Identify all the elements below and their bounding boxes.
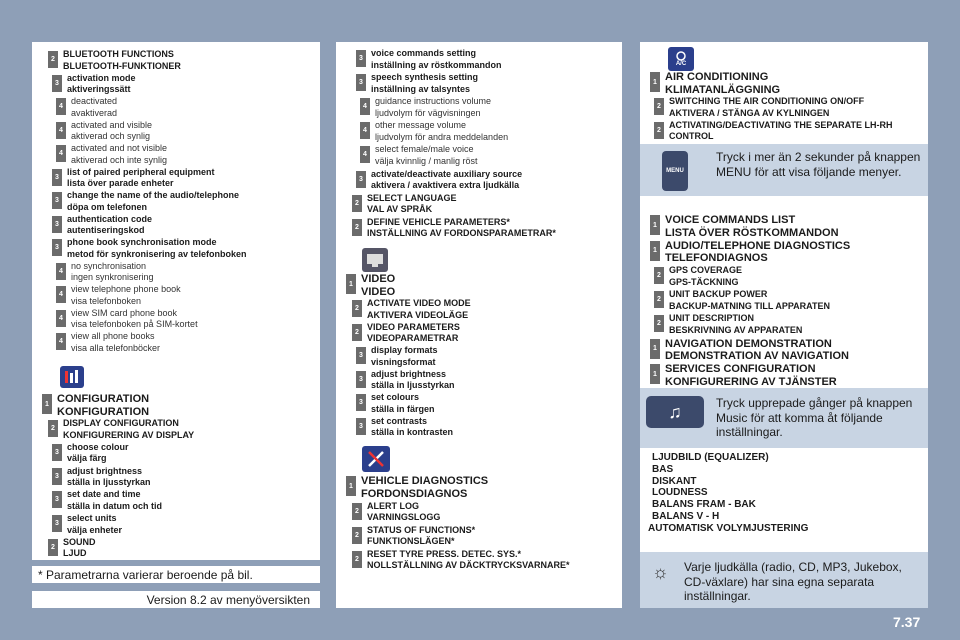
level-badge: 4	[56, 145, 66, 162]
menu-entry-text	[71, 331, 160, 354]
menu-entry	[356, 345, 438, 368]
menu-entry-line: view telephone phone book	[71, 284, 181, 294]
sound-setting-item: LOUDNESS	[652, 487, 708, 499]
menu-entry-line: AIR CONDITIONING	[665, 71, 769, 83]
menu-entry-text	[67, 442, 129, 465]
menu-entry-line: ingen synkronisering	[71, 272, 154, 282]
menu-entry-line: aktivera / avaktivera extra ljudkälla	[371, 180, 520, 190]
sound-setting-item: BAS	[652, 463, 674, 475]
menu-entry-line: GPS-TÄCKNING	[669, 276, 739, 287]
configuration-icon	[60, 366, 84, 388]
level-badge: 2	[654, 291, 664, 308]
menu-entry	[48, 537, 96, 560]
air-conditioning-icon: A/C	[668, 47, 694, 71]
level-badge: 4	[360, 122, 370, 139]
menu-column-2	[336, 42, 622, 608]
menu-entry-line: välja kvinnlig / manlig röst	[375, 155, 478, 166]
level-badge: 1	[650, 72, 660, 92]
menu-entry	[356, 48, 502, 71]
level-badge: 2	[654, 267, 664, 284]
menu-entry-line: activated and not visible	[71, 143, 168, 153]
menu-entry-line: change the name of the audio/telephone	[67, 190, 240, 200]
menu-entry-line: activated and visible	[71, 119, 153, 130]
menu-entry-line: inställning av talsyntes	[371, 83, 471, 94]
menu-entry-text	[665, 240, 850, 265]
menu-entry	[650, 363, 837, 388]
level-badge: 2	[352, 551, 362, 568]
menu-entry-line: display formats	[371, 345, 438, 355]
menu-entry-text	[71, 96, 117, 119]
menu-entry-line: GPS COVERAGE	[669, 265, 743, 276]
menu-entry-text	[367, 525, 475, 548]
music-note-text: Tryck upprepade gånger på knappen Music för att komma åt följande inställningar.	[716, 396, 913, 439]
menu-entry-text	[71, 261, 154, 284]
level-badge: 2	[48, 51, 58, 68]
menu-entry	[356, 72, 478, 95]
menu-entry-line: RESET TYRE PRESS. DETEC. SYS.*	[367, 548, 522, 559]
menu-entry-line: activation mode	[67, 72, 136, 83]
menu-entry-line: AUDIO/TELEPHONE DIAGNOSTICS	[665, 239, 851, 252]
menu-entry-line: visa telefonboken på SIM-kortet	[71, 319, 198, 329]
footnote: * Parametrarna varierar beroende på bil.	[32, 566, 320, 583]
menu-entry-line: phone book synchronisation mode	[67, 237, 217, 247]
menu-entry-text	[67, 190, 239, 213]
menu-entry	[356, 416, 453, 439]
menu-entry-text	[63, 537, 96, 560]
menu-entry-line: LJUD	[63, 548, 87, 559]
menu-entry-line: ställa in ljusstyrkan	[67, 477, 151, 488]
menu-entry-line: SELECT LANGUAGE	[367, 192, 457, 203]
menu-entry	[52, 237, 247, 260]
menu-entry-text	[371, 72, 478, 95]
level-badge: 1	[650, 364, 660, 384]
menu-note-box	[640, 144, 928, 196]
menu-entry-text	[669, 289, 830, 312]
level-badge: 2	[654, 98, 664, 115]
menu-entry-line: STATUS OF FUNCTIONS*	[367, 524, 476, 535]
menu-entry-line: VIDEO PARAMETERS	[367, 321, 460, 332]
menu-entry-line: döpa om telefonen	[67, 201, 148, 212]
menu-entry-line: NOLLSTÄLLNING AV DÄCKTRYCKSVARNARE*	[367, 560, 570, 570]
menu-entry-line: ställa in färgen	[371, 403, 435, 414]
level-badge: 2	[352, 195, 362, 212]
menu-entry-line: VIDEOPARAMETRAR	[367, 333, 459, 343]
level-badge: 3	[356, 171, 366, 188]
menu-entry-text	[67, 214, 152, 237]
sound-setting-item: AUTOMATISK VOLYMJUSTERING	[648, 522, 809, 534]
page-number: 7.37	[893, 614, 921, 630]
menu-entry-line: DEFINE VEHICLE PARAMETERS*	[367, 216, 510, 227]
menu-entry-text	[67, 73, 136, 96]
menu-entry-line: BACKUP-MATNING TILL APPARATEN	[669, 300, 830, 311]
menu-column-1	[32, 42, 320, 560]
menu-entry-text	[67, 167, 215, 190]
menu-entry-line: DEMONSTRATION AV NAVIGATION	[665, 350, 849, 362]
menu-entry-line: aktiveringssätt	[67, 84, 131, 94]
level-badge: 2	[352, 324, 362, 341]
level-badge: 4	[56, 122, 66, 139]
menu-entry	[360, 144, 478, 167]
menu-entry-line: authentication code	[67, 213, 153, 224]
menu-entry-line: aktiverad och synlig	[71, 131, 151, 141]
menu-entry	[56, 96, 117, 119]
level-badge: 4	[56, 333, 66, 350]
level-badge: 1	[650, 215, 660, 235]
level-badge: 3	[356, 371, 366, 388]
level-badge: 3	[356, 50, 366, 67]
version-label: Version 8.2 av menyöversikten	[32, 591, 320, 608]
menu-entry-line: ACTIVATE VIDEO MODE	[367, 298, 471, 308]
menu-entry-line: view SIM card phone book	[71, 307, 178, 318]
menu-entry-text	[71, 143, 167, 166]
menu-entry	[56, 308, 198, 331]
menu-entry	[650, 338, 849, 363]
menu-entry	[352, 549, 570, 572]
level-badge: 3	[52, 239, 62, 256]
source-note-text: Varje ljudkälla (radio, CD, MP3, Jukebox, CD-växlare) har sina egna separata inställningar.	[684, 560, 902, 603]
level-badge: 3	[52, 444, 62, 461]
menu-entry-line: set date and time	[67, 489, 141, 500]
menu-entry-text	[63, 49, 181, 72]
menu-entry-line: VIDEO	[361, 285, 396, 298]
level-badge: 4	[360, 146, 370, 163]
level-badge: 3	[52, 468, 62, 485]
sound-setting-item: LJUDBILD (EQUALIZER)	[652, 452, 769, 463]
menu-entry-line: inställning av röstkommandon	[371, 59, 502, 70]
menu-entry-line: AKTIVERA / STÄNGA AV KYLNINGEN	[669, 107, 830, 118]
level-badge: 4	[360, 98, 370, 115]
menu-entry-text	[67, 466, 151, 489]
menu-entry-line: UNIT BACKUP POWER	[669, 289, 768, 300]
menu-entry-line: KONFIGURERING AV TJÄNSTER	[665, 375, 837, 388]
menu-entry	[356, 169, 522, 192]
menu-entry-line: LISTA ÖVER RÖSTKOMMANDON	[665, 226, 839, 239]
menu-entry-line: DISPLAY CONFIGURATION	[63, 418, 179, 429]
menu-entry-line: ljudvolym för vägvisningen	[375, 107, 481, 118]
menu-entry-text	[371, 392, 435, 415]
menu-entry-line: ställa in ljusstyrkan	[371, 380, 455, 390]
menu-entry-text	[371, 169, 522, 192]
menu-entry	[650, 240, 850, 265]
menu-entry	[42, 393, 149, 418]
menu-entry-text	[367, 193, 457, 216]
menu-entry	[56, 143, 167, 166]
level-badge: 1	[650, 241, 660, 261]
menu-entry	[346, 273, 395, 298]
menu-entry-line: visningsformat	[371, 356, 436, 367]
menu-entry-text	[669, 96, 864, 119]
sound-setting-item: BALANS FRAM - BAK	[652, 499, 756, 511]
menu-entry-line: other message volume	[375, 120, 467, 131]
menu-entry-line: autentiseringskod	[67, 225, 145, 235]
level-badge: 3	[356, 347, 366, 364]
level-badge: 3	[356, 418, 366, 435]
menu-entry-line: metod för synkronisering av telefonboken	[67, 248, 247, 259]
menu-entry-line: BESKRIVNING AV APPARATEN	[669, 324, 803, 335]
menu-entry	[352, 298, 471, 321]
level-badge: 3	[52, 169, 62, 186]
menu-entry-text	[71, 308, 198, 331]
menu-entry	[352, 501, 440, 524]
menu-entry	[52, 442, 129, 465]
menu-entry-line: deactivated	[71, 96, 118, 106]
menu-entry	[352, 193, 457, 216]
menu-entry-line: set contrasts	[371, 415, 428, 426]
menu-entry	[654, 265, 742, 288]
menu-entry-line: BLUETOOTH-FUNKTIONER	[63, 60, 181, 71]
music-note-box	[640, 388, 928, 448]
menu-entry-line: select female/male voice	[375, 144, 474, 155]
menu-entry-line: välja färg	[67, 453, 107, 464]
menu-entry-line: BLUETOOTH FUNCTIONS	[63, 49, 174, 59]
menu-entry-text	[361, 475, 488, 500]
level-badge: 2	[654, 315, 664, 332]
menu-entry	[52, 190, 239, 213]
menu-entry-text	[57, 393, 149, 418]
menu-entry-line: NAVIGATION DEMONSTRATION	[665, 337, 832, 350]
menu-entry-text	[665, 338, 849, 363]
menu-entry-text	[67, 513, 122, 536]
menu-entry-line: adjust brightness	[371, 368, 447, 379]
level-badge: 2	[352, 300, 362, 317]
level-badge: 3	[52, 216, 62, 233]
menu-entry-line: activate/deactivate auxiliary source	[371, 168, 523, 179]
menu-entry-text	[669, 313, 802, 336]
menu-entry	[654, 96, 864, 119]
level-badge: 1	[346, 274, 356, 294]
level-badge: 2	[352, 219, 362, 236]
menu-entry-line: TELEFONDIAGNOS	[665, 252, 768, 265]
menu-entry-line: FUNKTIONSLÄGEN*	[367, 536, 455, 546]
menu-entry-text	[375, 96, 491, 119]
menu-entry-line: visa telefonboken	[71, 295, 142, 306]
menu-entry	[654, 289, 830, 312]
menu-entry-text	[67, 237, 247, 260]
level-badge: 4	[56, 263, 66, 280]
menu-entry-line: aktiverad och inte synlig	[71, 154, 168, 165]
level-badge: 4	[56, 310, 66, 327]
menu-entry-line: visa alla telefonböcker	[71, 342, 161, 353]
menu-entry-line: SERVICES CONFIGURATION	[665, 363, 816, 376]
menu-entry	[356, 369, 455, 392]
menu-entry-line: KONFIGURERING AV DISPLAY	[63, 429, 195, 440]
menu-entry	[650, 214, 839, 239]
level-badge: 2	[654, 122, 664, 139]
level-badge: 3	[356, 74, 366, 91]
menu-entry-line: lista över parade enheter	[67, 178, 174, 188]
menu-entry-line: välja enheter	[67, 524, 123, 535]
menu-entry-text	[367, 298, 471, 321]
level-badge: 3	[52, 75, 62, 92]
level-badge: 2	[48, 539, 58, 556]
menu-entry	[56, 120, 152, 143]
music-button-icon: ♫	[646, 396, 704, 428]
menu-entry-text	[371, 369, 455, 392]
menu-entry-line: VEHICLE DIAGNOSTICS	[361, 475, 489, 487]
menu-entry	[52, 167, 215, 190]
menu-entry-line: ställa in datum och tid	[67, 500, 163, 511]
level-badge: 3	[52, 192, 62, 209]
menu-entry-text	[375, 144, 478, 167]
menu-entry-text	[665, 214, 839, 239]
menu-entry	[48, 49, 181, 72]
menu-entry-text	[63, 418, 194, 441]
menu-entry-text	[367, 501, 440, 524]
menu-entry-line: KONFIGURATION	[57, 405, 150, 418]
menu-entry-text	[669, 265, 742, 288]
menu-entry-text	[71, 284, 181, 307]
video-icon	[362, 248, 388, 272]
menu-entry-line: view all phone books	[71, 331, 155, 341]
menu-entry	[650, 71, 780, 96]
sun-icon: ☼	[652, 562, 669, 582]
level-badge: 3	[356, 394, 366, 411]
menu-entry-line: VIDEO	[361, 273, 396, 285]
level-badge: 4	[56, 286, 66, 303]
menu-entry-line: speech synthesis setting	[371, 72, 479, 83]
menu-entry	[352, 525, 475, 548]
level-badge: 1	[42, 394, 52, 414]
menu-entry	[654, 313, 802, 336]
menu-entry-text	[371, 345, 438, 368]
menu-entry-line: list of paired peripheral equipment	[67, 166, 215, 177]
menu-entry-line: CONFIGURATION	[57, 393, 150, 405]
menu-entry-line: guidance instructions volume	[375, 96, 492, 107]
menu-entry-text	[67, 489, 162, 512]
menu-entry-line: VARNINGSLOGG	[367, 512, 441, 522]
menu-entry-line: adjust brightness	[67, 465, 143, 476]
menu-entry	[52, 489, 162, 512]
menu-entry	[52, 513, 122, 536]
sound-setting-item: DISKANT	[652, 475, 697, 487]
menu-entry	[346, 475, 488, 500]
menu-entry	[352, 217, 556, 240]
level-badge: 1	[346, 476, 356, 496]
menu-entry-text	[367, 322, 460, 345]
menu-entry-line: INSTÄLLNING AV FORDONSPARAMETRAR*	[367, 228, 556, 239]
menu-entry-line: SOUND	[63, 536, 96, 547]
level-badge: 2	[352, 527, 362, 544]
menu-entry-line: KLIMATANLÄGGNING	[665, 83, 781, 96]
menu-entry-line: select units	[67, 513, 117, 523]
menu-entry-text	[361, 273, 395, 298]
menu-entry	[52, 466, 151, 489]
menu-entry-line: SWITCHING THE AIR CONDITIONING ON/OFF	[669, 96, 865, 106]
menu-entry-line: voice commands setting	[371, 48, 477, 58]
source-note-box	[640, 552, 928, 608]
menu-entry	[56, 261, 154, 284]
menu-entry-text	[665, 71, 780, 96]
menu-entry-line: ställa in kontrasten	[371, 427, 454, 437]
menu-entry	[52, 73, 136, 96]
menu-entry-line: choose colour	[67, 441, 129, 452]
level-badge: 2	[352, 503, 362, 520]
menu-entry-text	[371, 48, 502, 71]
menu-entry	[356, 392, 435, 415]
menu-entry-line: ljudvolym för andra meddelanden	[375, 131, 509, 142]
menu-entry	[352, 322, 460, 345]
menu-entry-text	[375, 120, 508, 143]
menu-button-icon: MENU	[662, 151, 688, 191]
menu-entry-line: no synchronisation	[71, 260, 147, 271]
menu-column-3	[640, 42, 928, 608]
level-badge: 4	[56, 98, 66, 115]
menu-entry-line: UNIT DESCRIPTION	[669, 313, 755, 324]
menu-entry	[52, 214, 152, 237]
menu-entry	[48, 418, 194, 441]
menu-entry-line: ALERT LOG	[367, 500, 419, 511]
menu-entry-line: ACTIVATING/DEACTIVATING THE SEPARATE LH-RH CONTROL	[669, 119, 893, 141]
menu-note-text: Tryck i mer än 2 sekunder på knappen MENU för att visa följande menyer.	[716, 150, 921, 179]
menu-entry	[56, 331, 160, 354]
level-badge: 1	[650, 339, 660, 359]
menu-entry-line: avaktiverad	[71, 107, 118, 118]
menu-entry-line: FORDONSDIAGNOS	[361, 487, 468, 500]
menu-entry-line: AKTIVERA VIDEOLÄGE	[367, 309, 469, 320]
menu-entry-line: VOICE COMMANDS LIST	[665, 214, 796, 226]
level-badge: 3	[52, 491, 62, 508]
menu-entry-text	[371, 416, 453, 439]
menu-entry-line: VAL AV SPRÅK	[367, 204, 433, 215]
menu-entry-text	[367, 217, 556, 240]
menu-entry	[360, 96, 491, 119]
diagnostics-tools-icon	[362, 446, 390, 472]
level-badge: 2	[48, 420, 58, 437]
menu-entry-text	[71, 120, 152, 143]
level-badge: 3	[52, 515, 62, 532]
sound-setting-item: BALANS V - H	[652, 511, 720, 522]
menu-entry	[56, 284, 181, 307]
menu-entry-line: set colours	[371, 392, 420, 402]
menu-entry-text	[367, 549, 570, 572]
menu-entry	[360, 120, 508, 143]
menu-entry-text	[665, 363, 837, 388]
